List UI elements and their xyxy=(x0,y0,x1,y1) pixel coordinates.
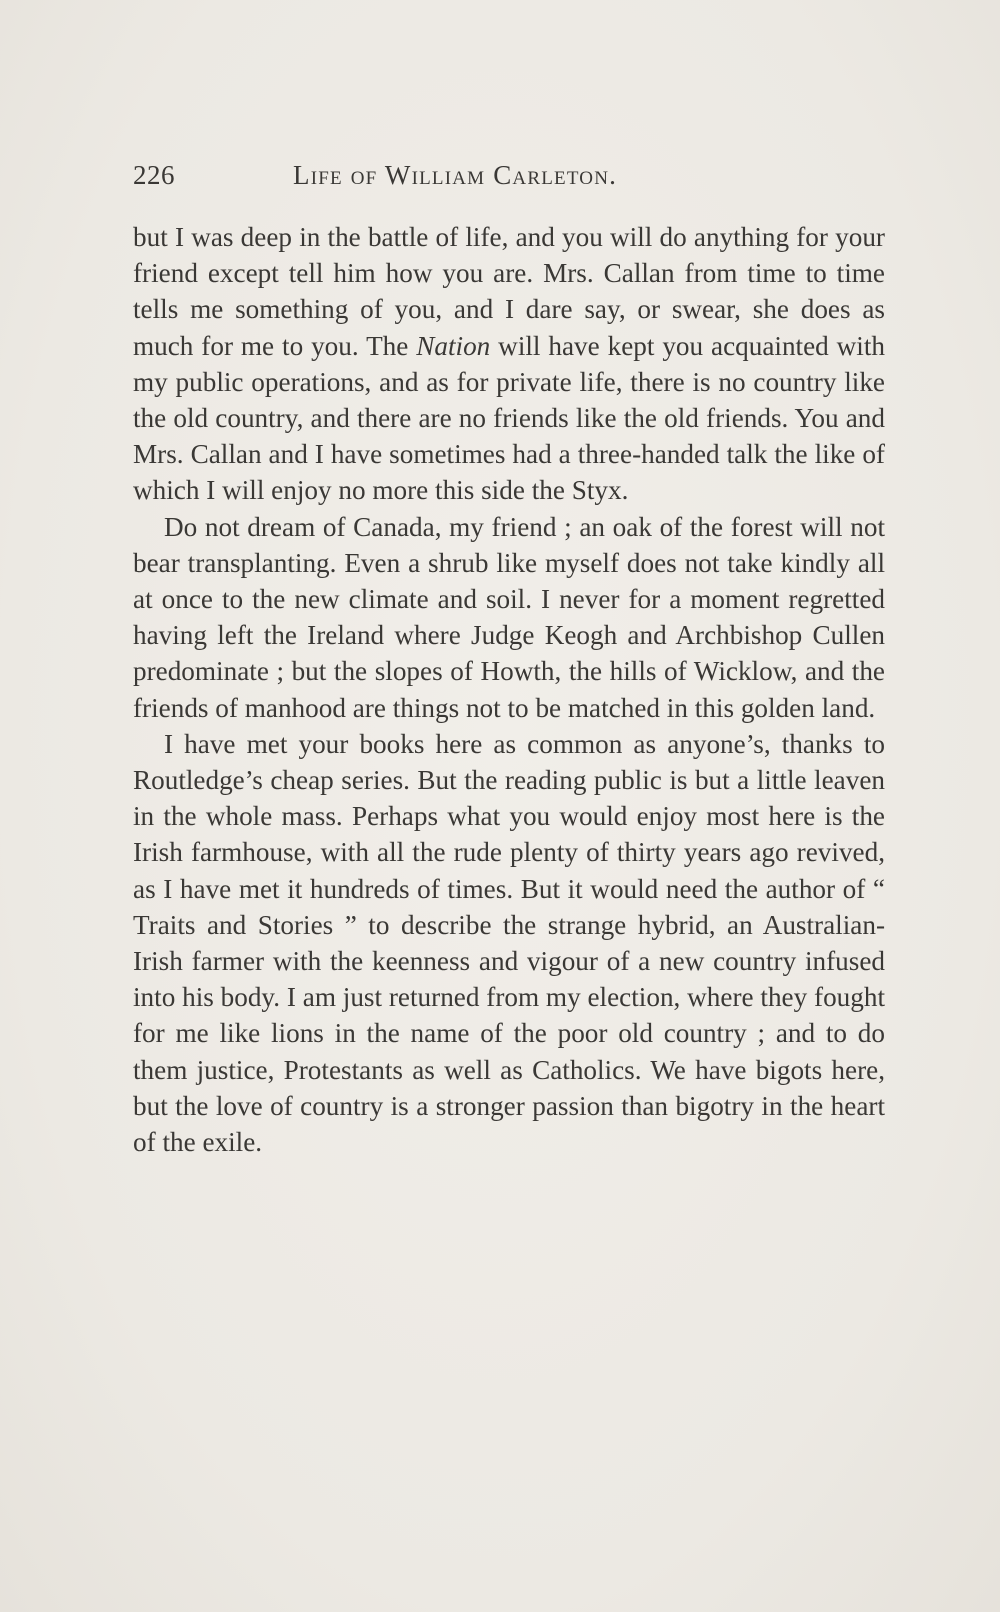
paragraph-1 xyxy=(133,219,885,509)
body-text xyxy=(133,219,885,1160)
page-header xyxy=(133,160,878,204)
paragraph-1-part-1: but I was deep in the battle of life, and you will do anything for your friend except tell him how you are. Mrs. Callan from time to time tells me something of you, and I dare say, or swear, she does as much for me to you. The xyxy=(133,222,885,361)
paragraph-2 xyxy=(133,509,885,726)
running-title: Life of William Carleton. xyxy=(293,160,618,190)
paragraph-3-text: I have met your books here as common as anyone’s, thanks to Routledge’s cheap series. But the reading public is but a little leaven in the whole mass. Perhaps what you would enjoy most here is the Irish farmhouse, with all the rude plenty of thirty years ago revived, as I have met it hundreds of times. But it would need the author of “ Traits and Stories ” to describe the strange hybrid, an Australian-Irish farmer with the keenness and vigour of a new country infused into his body. I am just returned from my election, where they fought for me like lions in the name of the poor old country ; and to do them justice, Protestants as well as Catholics. We have bigots here, but the love of country is a stronger passion than bigotry in the heart of the exile. xyxy=(133,728,885,1158)
page-number: 226 xyxy=(133,160,175,190)
newspaper-title-nation: Nation xyxy=(416,330,491,361)
paragraph-2-text: Do not dream of Canada, my friend ; an oak of the forest will not bear transplanting. Even a shrub like myself does not take kindly all at once to the new climate and soil. I never for a moment regretted having left the Ireland where Judge Keogh and Archbishop Cullen predominate ; but the slopes of Howth, the hills of Wicklow, and the friends of manhood are things not to be matched in this golden land. xyxy=(133,511,885,723)
paragraph-3 xyxy=(133,726,885,1160)
paragraph-1-part-3: will have kept you acquainted with my public operations, and as for private life, there is no country like the old country, and there are no friends like the old friends. You and Mrs. Callan and I have sometimes had a three-handed talk the like of which I will enjoy no more this side the Styx. xyxy=(133,330,885,506)
